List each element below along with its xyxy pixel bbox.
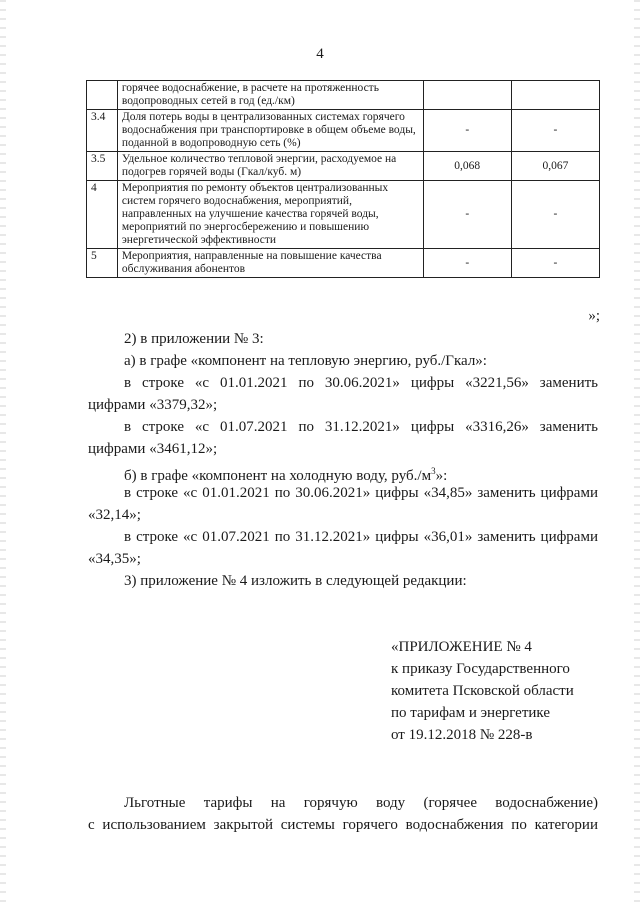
tariff-heading-line1: Льготные тарифы на горячую воду (горячее водоснабжение) (124, 795, 598, 811)
row-value-2021-h2: - (511, 110, 599, 152)
paragraph-heat-row1-line1: в строке «с 01.01.2021 по 30.06.2021» цифры «3221,56» заменить (124, 375, 598, 391)
appendix-line-tariffs: по тарифам и энергетике (391, 705, 550, 721)
row-value-2021-h2: - (511, 181, 599, 249)
paragraph-heat-component: а) в графе «компонент на тепловую энергию, руб./Гкал»: (124, 353, 487, 369)
row-description: горячее водоснабжение, в расчете на протяженность водопроводных сетей в год (ед./км) (117, 81, 423, 110)
row-value-2021-h1: - (423, 110, 511, 152)
row-number: 3.5 (87, 152, 118, 181)
paragraph-heat-row2-line2: цифрами «3461,12»; (88, 441, 218, 457)
scan-edge-left (0, 0, 6, 905)
paragraph-cold-row1-line2: «32,14»; (88, 507, 141, 523)
row-description: Мероприятия по ремонту объектов централизованных систем горячего водоснабжения, мероприятий, направленных на улучшение качества горячей воды, мероприятий по энергосбережению и повышению энергетической эффективности (117, 181, 423, 249)
row-value-2021-h1: - (423, 249, 511, 278)
paragraph-appendix-3: 2) в приложении № 3: (124, 331, 264, 347)
table-row (87, 81, 600, 110)
row-value-2021-h1: 0,068 (423, 152, 511, 181)
indicators-table (86, 80, 600, 278)
scan-edge-right (634, 0, 640, 905)
closing-quote: »; (588, 308, 600, 324)
row-number: 5 (87, 249, 118, 278)
row-value-2021-h1: - (423, 181, 511, 249)
row-number: 3.4 (87, 110, 118, 152)
tariff-heading-line2: с использованием закрытой системы горячего водоснабжения по категории (88, 817, 598, 833)
row-description: Мероприятия, направленные на повышение качества обслуживания абонентов (117, 249, 423, 278)
paragraph-cold-row1-line1: в строке «с 01.01.2021 по 30.06.2021» цифры «34,85» заменить цифрами (124, 485, 598, 501)
appendix-title: «ПРИЛОЖЕНИЕ № 4 (391, 639, 532, 655)
paragraph-cold-water-component: б) в графе «компонент на холодную воду, $руб./м^3$»: (124, 466, 448, 484)
table-row (87, 152, 600, 181)
appendix-header (391, 636, 574, 746)
paragraph-cold-row2-line2: «34,35»; (88, 551, 141, 567)
row-description: Удельное количество тепловой энергии, расходуемое на подогрев горячей воды (Гкал/куб. м) (117, 152, 423, 181)
row-value-2021-h2 (511, 81, 599, 110)
page-number: 4 (316, 46, 324, 62)
table-row (87, 110, 600, 152)
row-value-2021-h1 (423, 81, 511, 110)
row-description: Доля потерь воды в централизованных системах горячего водоснабжения при транспортировке в общем объеме воды, поданной в водопроводную сеть (%) (117, 110, 423, 152)
row-number (87, 81, 118, 110)
table-row (87, 249, 600, 278)
paragraph-heat-row2-line1: в строке «с 01.07.2021 по 31.12.2021» цифры «3316,26» заменить (124, 419, 598, 435)
appendix-line-date: от 19.12.2018 № 228-в (391, 727, 533, 743)
paragraph-appendix-4: 3) приложение № 4 изложить в следующей редакции: (124, 573, 467, 589)
row-value-2021-h2: - (511, 249, 599, 278)
row-number: 4 (87, 181, 118, 249)
paragraph-cold-row2-line1: в строке «с 01.07.2021 по 31.12.2021» цифры «36,01» заменить цифрами (124, 529, 598, 545)
row-value-2021-h2: 0,067 (511, 152, 599, 181)
appendix-line-committee: комитета Псковской области (391, 683, 574, 699)
appendix-line-order: к приказу Государственного (391, 661, 570, 677)
table-row (87, 181, 600, 249)
paragraph-heat-row1-line2: цифрами «3379,32»; (88, 397, 218, 413)
